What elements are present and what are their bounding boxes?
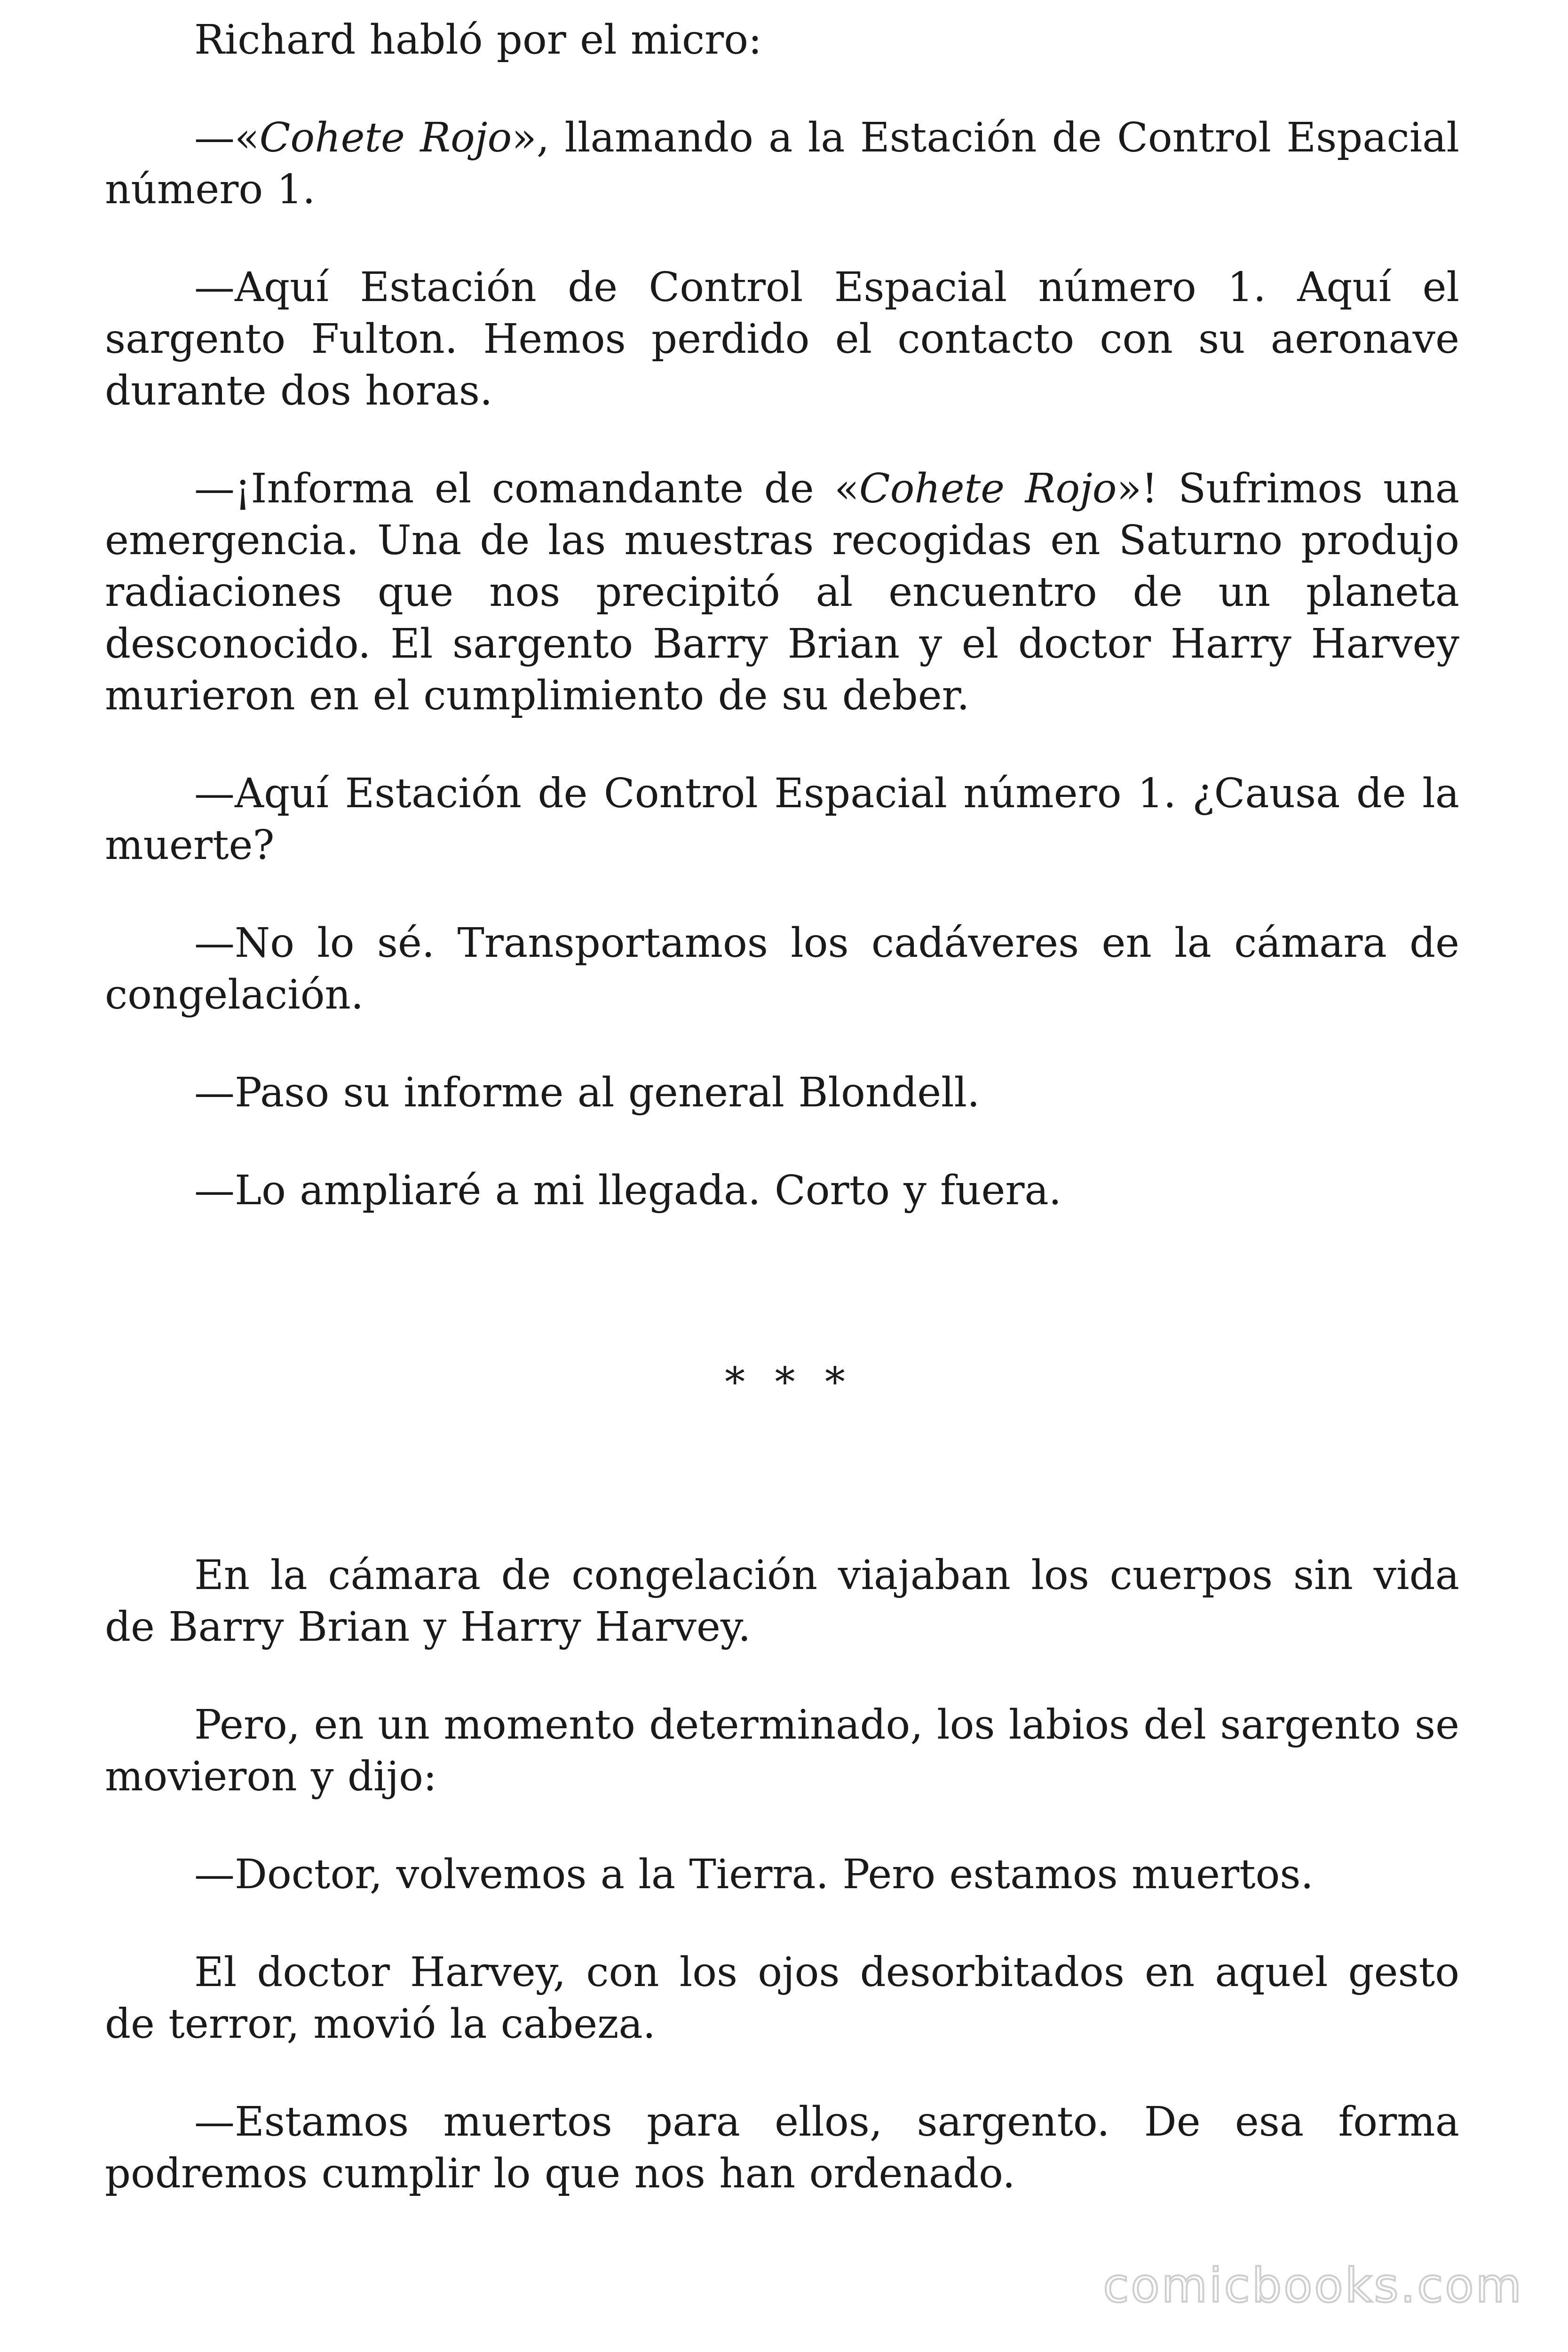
spacer xyxy=(105,1263,1459,1357)
paragraph xyxy=(105,1067,1459,1119)
paragraph-text: », llamando a la Estación de Control Espacial número 1. xyxy=(105,114,1460,213)
paragraph-text: —Aquí Estación de Control Espacial número 1. ¿Causa de la muerte? xyxy=(105,770,1459,869)
paragraph xyxy=(105,1849,1459,1900)
watermark-logo: comicbooks.com xyxy=(1103,2258,1523,2313)
text-block-after-break xyxy=(105,1549,1459,2200)
paragraph xyxy=(105,768,1459,871)
paragraph-text: —« xyxy=(194,114,260,161)
paragraph-text: —No lo sé. Transportamos los cadáveres en la cámara de congelación. xyxy=(105,920,1459,1018)
paragraph xyxy=(105,262,1459,417)
paragraph-text: —Doctor, volvemos a la Tierra. Pero estamos muertos. xyxy=(194,1851,1314,1898)
paragraph xyxy=(105,1549,1459,1653)
paragraph xyxy=(105,14,1459,66)
text-block-before-break xyxy=(105,14,1459,1216)
paragraph-text: —Aquí Estación de Control Espacial número 1. Aquí el sargento Fulton. Hemos perdido el contacto con su aeronave durante dos horas. xyxy=(105,264,1459,414)
book-page xyxy=(105,14,1459,2246)
paragraph-text: »! Sufrimos una emergencia. Una de las muestras recogidas en Saturno produjo radiaciones que nos precipitó al encuentro de un planeta desconocido. El sargento Barry Brian y el doctor Harry Harvey murieron en el cumplimiento de su deber. xyxy=(105,465,1460,719)
paragraph xyxy=(105,463,1459,722)
paragraph xyxy=(105,1699,1459,1803)
paragraph xyxy=(105,1165,1459,1216)
paragraph-text: —Estamos muertos para ellos, sargento. De esa forma podremos cumplir lo que nos han ordenado. xyxy=(105,2098,1459,2197)
paragraph-text: —¡Informa el comandante de « xyxy=(194,465,859,512)
paragraph-text: Pero, en un momento determinado, los labios del sargento se movieron y dijo: xyxy=(105,1701,1459,1800)
paragraph-text: En la cámara de congelación viajaban los cuerpos sin vida de Barry Brian y Harry Harvey. xyxy=(105,1552,1459,1651)
italic-title-text: Cohete Rojo xyxy=(259,114,512,161)
scene-break-asterisks: * * * xyxy=(725,1359,854,1406)
paragraph xyxy=(105,917,1459,1021)
paragraph-text: —Lo ampliaré a mi llegada. Corto y fuera. xyxy=(194,1167,1062,1214)
paragraph-text: Richard habló por el micro: xyxy=(194,16,762,64)
italic-title-text: Cohete Rojo xyxy=(859,465,1117,512)
paragraph-text: —Paso su informe al general Blondell. xyxy=(194,1069,980,1116)
paragraph xyxy=(105,1947,1459,2050)
paragraph xyxy=(105,2096,1459,2200)
paragraph-text: El doctor Harvey, con los ojos desorbitados en aquel gesto de terror, movió la cabeza. xyxy=(105,1949,1459,2048)
spacer xyxy=(105,1408,1459,1549)
paragraph xyxy=(105,112,1459,215)
